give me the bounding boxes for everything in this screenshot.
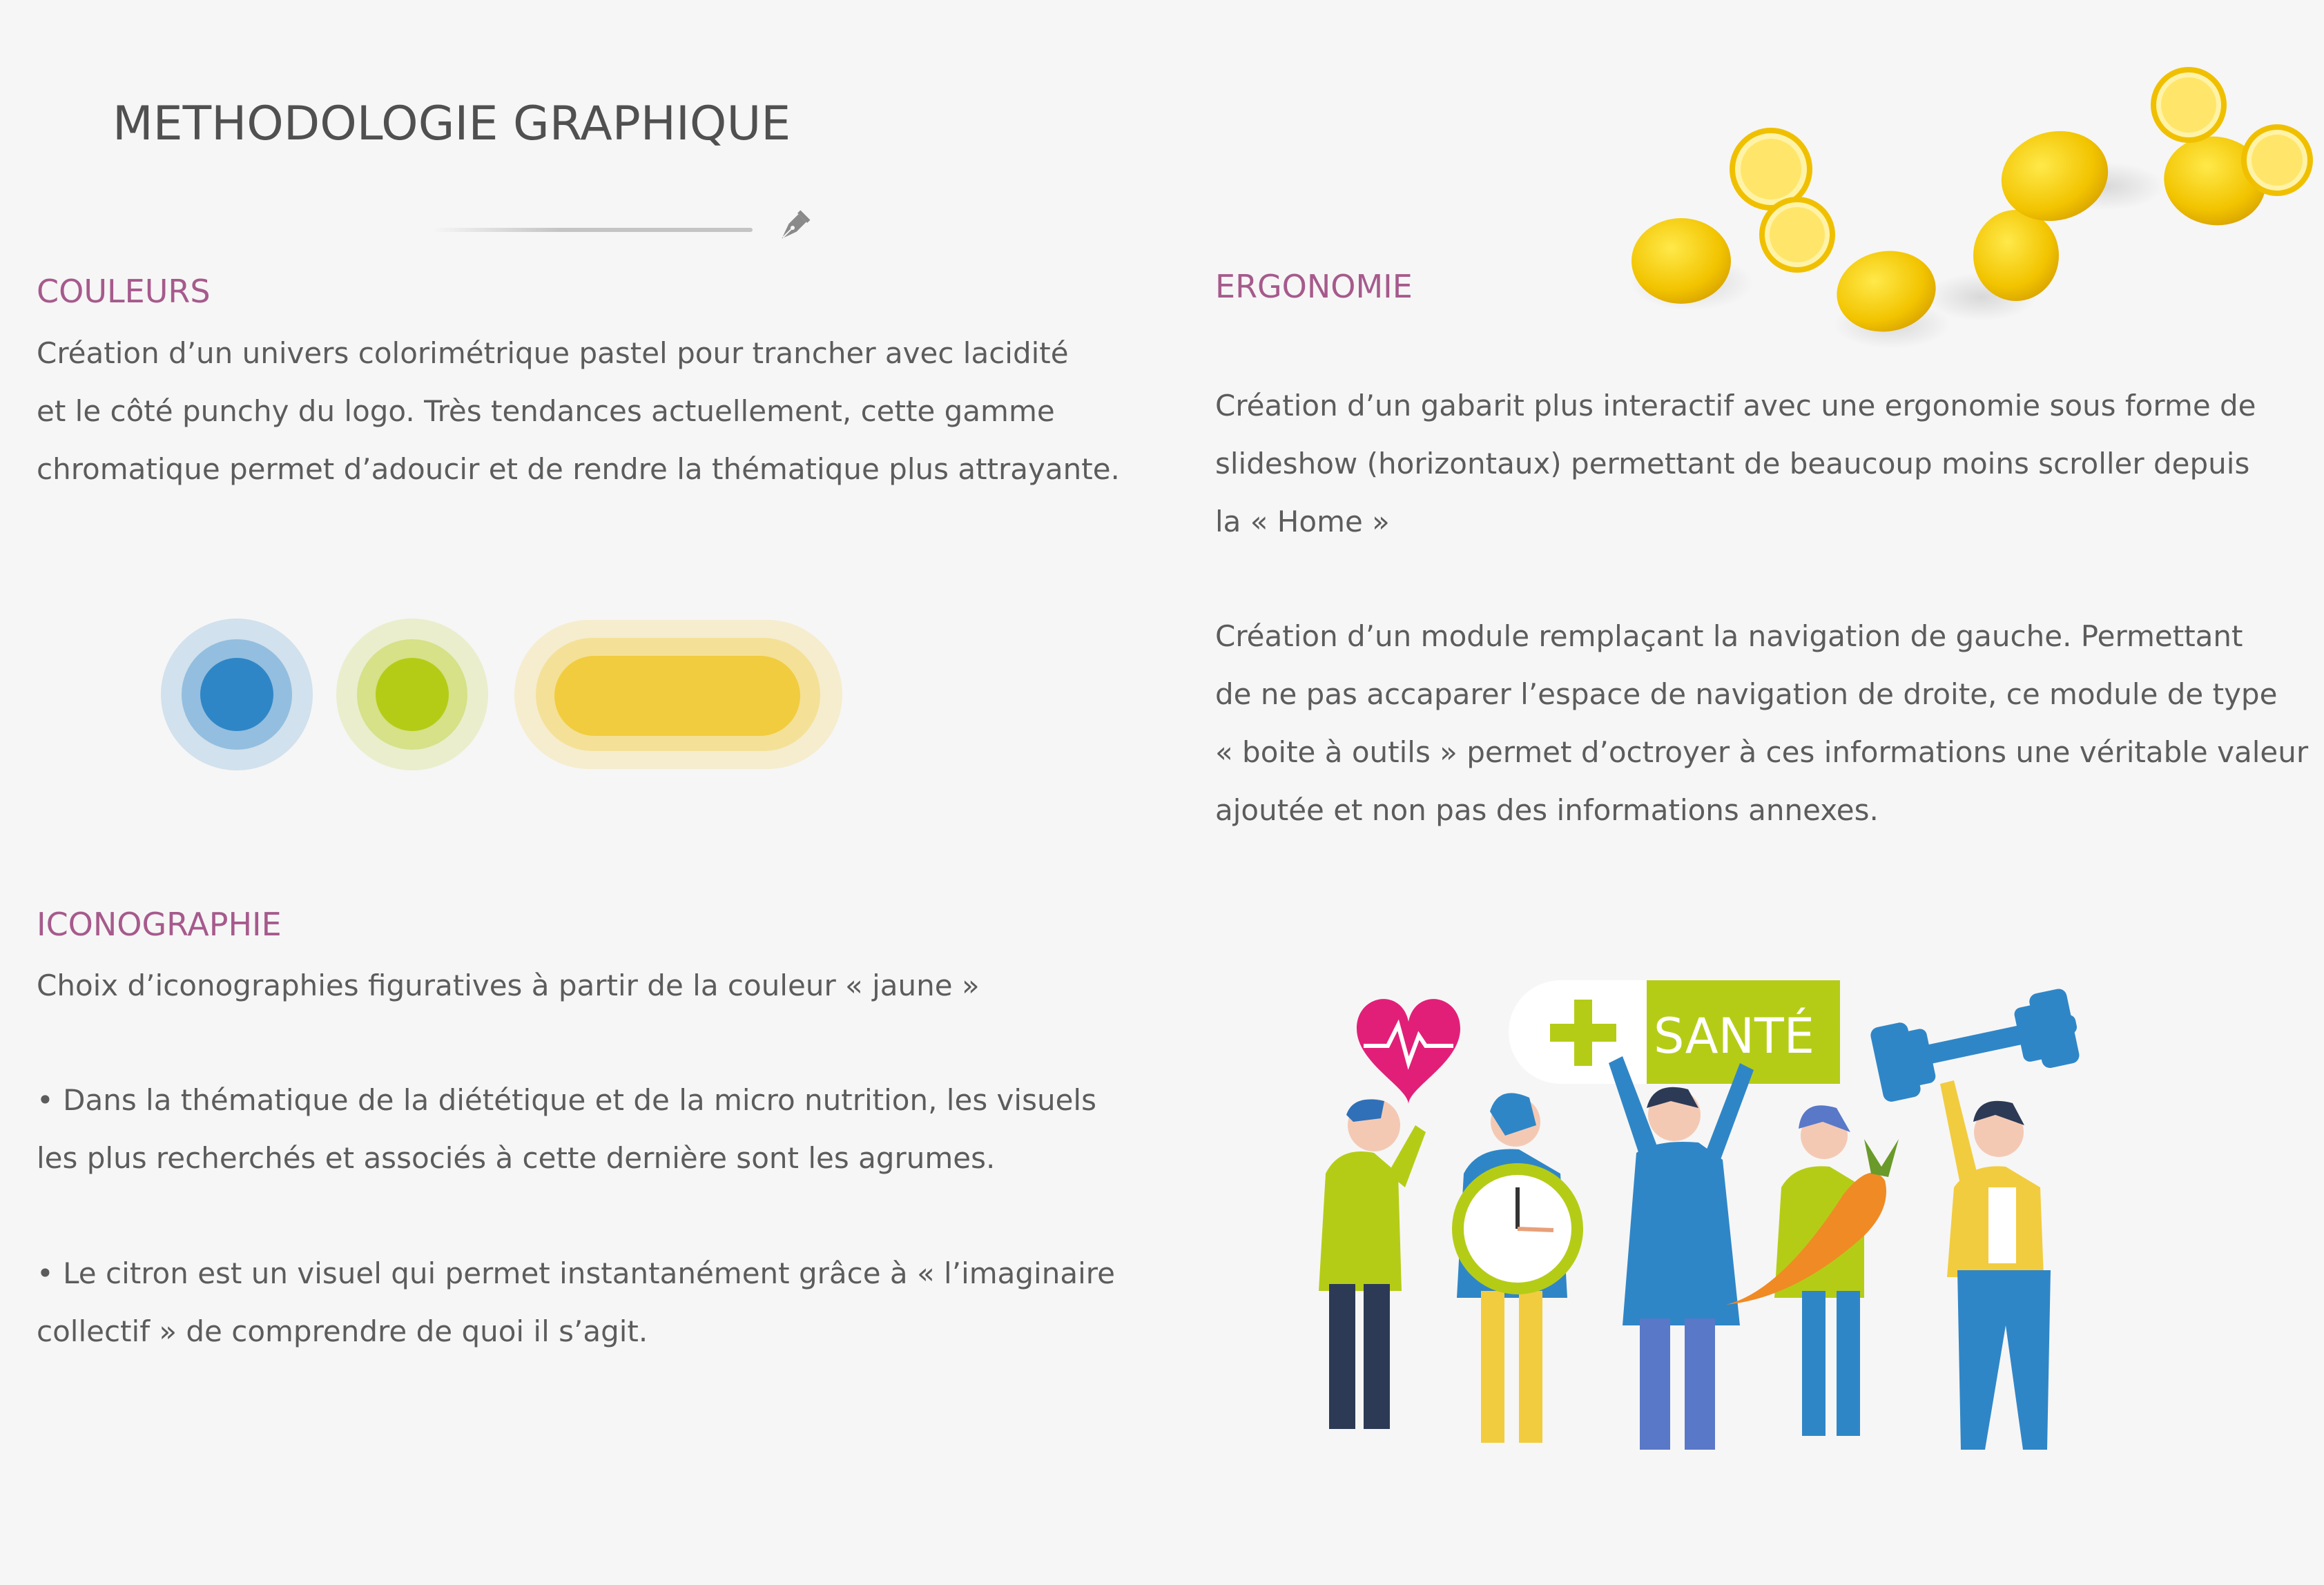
pen-nib-icon: [772, 207, 813, 249]
lemon-half: [2241, 124, 2313, 196]
heart-icon: [1357, 999, 1460, 1105]
ergonomie-paragraph-2: [1215, 607, 2308, 839]
blue-swatch: [161, 619, 313, 770]
green-swatch: [336, 619, 488, 770]
paragraph-line: « boite à outils » permet d’octroyer à ces informations une véritable valeur: [1215, 735, 2309, 769]
lemon-half: [2151, 67, 2227, 143]
paragraph-line: chromatique permet d’adoucir et de rendre la thématique plus attrayante.: [37, 452, 1120, 486]
iconographie-bullet-1: [37, 1071, 1096, 1187]
paragraph-line: la « Home »: [1215, 505, 1390, 538]
iconographie-intro: [37, 957, 980, 1015]
paragraph-line: • Le citron est un visuel qui permet instantanément grâce à « l’imaginaire: [37, 1256, 1115, 1290]
paragraph-line: et le côté punchy du logo. Très tendances actuellement, cette gamme: [37, 394, 1055, 428]
yellow-swatch: [514, 620, 842, 769]
sante-sign-text: SANTÉ: [1654, 1008, 1814, 1064]
ergonomie-paragraph-1: [1215, 377, 2256, 551]
iconographie-heading: ICONOGRAPHIE: [37, 906, 282, 943]
paragraph-line: Création d’un univers colorimétrique pastel pour trancher avec lacidité: [37, 336, 1069, 370]
paragraph-line: Création d’un gabarit plus interactif avec une ergonomie sous forme de: [1215, 389, 2256, 422]
paragraph-line: slideshow (horizontaux) permettant de beaucoup moins scroller depuis: [1215, 447, 2250, 480]
couleurs-heading: COULEURS: [37, 273, 211, 310]
paragraph-line: de ne pas accaparer l’espace de navigation de droite, ce module de type: [1215, 677, 2278, 711]
paragraph-line: ajoutée et non pas des informations annexes.: [1215, 793, 1879, 827]
couleurs-paragraph: [37, 324, 1120, 498]
dumbbell-icon: [1869, 986, 2084, 1103]
paragraph-line: • Dans la thématique de la diététique et de la micro nutrition, les visuels: [37, 1083, 1096, 1117]
paragraph-line: les plus recherchés et associés à cette dernière sont les agrumes.: [37, 1141, 996, 1175]
lemon-half: [1759, 197, 1835, 273]
page-title: METHODOLOGIE GRAPHIQUE: [113, 97, 791, 151]
paragraph-line: collectif » de comprendre de quoi il s’agit.: [37, 1314, 648, 1348]
iconographie-bullet-2: [37, 1245, 1115, 1361]
title-divider: [432, 228, 753, 232]
ergonomie-heading: ERGONOMIE: [1215, 268, 1413, 305]
lemons-photo: [1616, 41, 2324, 387]
paragraph-line: Choix d’iconographies figuratives à partir de la couleur « jaune »: [37, 969, 980, 1002]
people-health-illustration: [1298, 966, 2092, 1470]
paragraph-line: Création d’un module remplaçant la navigation de gauche. Permettant: [1215, 619, 2243, 653]
